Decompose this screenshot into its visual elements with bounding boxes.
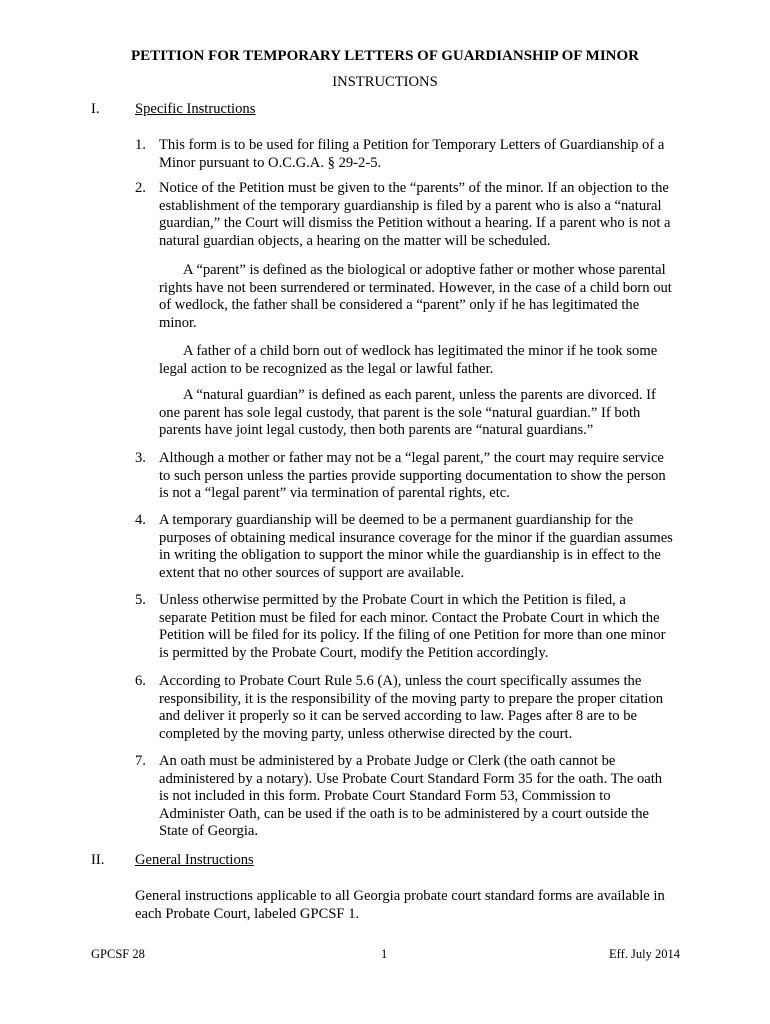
list-item <box>135 512 675 582</box>
list-item-number: 2. <box>135 180 146 196</box>
list-item-number: 4. <box>135 512 146 528</box>
section-heading: Specific Instructions <box>135 101 256 117</box>
footer-form-id: GPCSF 28 <box>91 947 145 961</box>
list-item-text: Notice of the Petition must be given to the “parents” of the minor. If an objection to the establishment of the temporary guardianship is filed by a parent who is also a “natural guardian,” the Court will dismiss the Petition without a hearing. If a parent who is not a natural guardian objects, a hearing on the matter will be scheduled. <box>159 180 671 249</box>
list-item <box>135 673 675 743</box>
section-numeral: II. <box>91 852 105 868</box>
list-item-number: 5. <box>135 592 146 608</box>
list-item <box>135 450 675 503</box>
document-subtitle: INSTRUCTIONS <box>332 74 438 90</box>
general-instructions-text: General instructions applicable to all Georgia probate court standard forms are available in each Probate Court, labeled GPCSF 1. <box>135 888 665 922</box>
sub-paragraph-natural-guardian: A “natural guardian” is defined as each parent, unless the parents are divorced. If one parent has sole legal custody, that parent is the sole “natural guardian.” If both parents have joint legal custody, then both parents are “natural guardians.” <box>159 387 656 439</box>
list-item-number: 3. <box>135 450 146 466</box>
list-item <box>135 753 675 841</box>
sub-paragraph-legitimation: A father of a child born out of wedlock has legitimated the minor if he took some legal action to be recognized as the legal or lawful father. <box>159 343 658 377</box>
list-item-number: 7. <box>135 753 146 769</box>
footer-page-number: 1 <box>381 947 388 961</box>
section-heading: General Instructions <box>135 852 254 868</box>
list-item-number: 1. <box>135 137 146 153</box>
list-item-text: A temporary guardianship will be deemed to be a permanent guardianship for the purposes of obtaining medical insurance coverage for the minor if the guardian assumes in writing the obligation to support the minor while the guardianship is in effect to the extent that no other sources of support are available. <box>159 512 673 581</box>
document-title: PETITION FOR TEMPORARY LETTERS OF GUARDIANSHIP OF MINOR <box>131 48 639 64</box>
list-item-text: This form is to be used for filing a Petition for Temporary Letters of Guardianship of a Minor pursuant to O.C.G.A. § 29-2-5. <box>159 137 665 171</box>
footer-effective-date: Eff. July 2014 <box>609 947 680 961</box>
list-item-text: An oath must be administered by a Probate Judge or Clerk (the oath cannot be administered by a notary). Use Probate Court Standard Form 35 for the oath. The oath is not included in this form. Probate Court Standard Form 53, Commission to Administer Oath, can be used if the oath is to be administered by a court outside the State of Georgia. <box>159 753 663 840</box>
list-item-text: Unless otherwise permitted by the Probate Court in which the Petition is filed, a separate Petition must be filed for each minor. Contact the Probate Court in which the Petition will be filed for its policy. If the filing of one Petition for more than one minor is permitted by the Probate Court, modify the Petition accordingly. <box>159 592 666 661</box>
section-numeral: I. <box>91 101 100 117</box>
list-item <box>135 137 675 172</box>
list-item-text: According to Probate Court Rule 5.6 (A), unless the court specifically assumes the responsibility, it is the responsibility of the moving party to prepare the proper citation and deliver it properly so it can be served according to law. Pages after 8 are to be completed by the moving party, unless otherwise directed by the court. <box>159 673 664 742</box>
sub-paragraph-parent-definition: A “parent” is defined as the biological or adoptive father or mother whose parental rights have not been surrendered or terminated. However, in the case of a child born out of wedlock, the father shall be considered a “parent” only if he has legitimated the minor. <box>159 262 672 331</box>
list-item <box>135 592 675 662</box>
list-item <box>135 180 675 250</box>
list-item-text: Although a mother or father may not be a “legal parent,” the court may require service to such person unless the parties provide supporting documentation to show the person is not a “legal parent” via termination of parental rights, etc. <box>159 450 666 502</box>
list-item-number: 6. <box>135 673 146 689</box>
